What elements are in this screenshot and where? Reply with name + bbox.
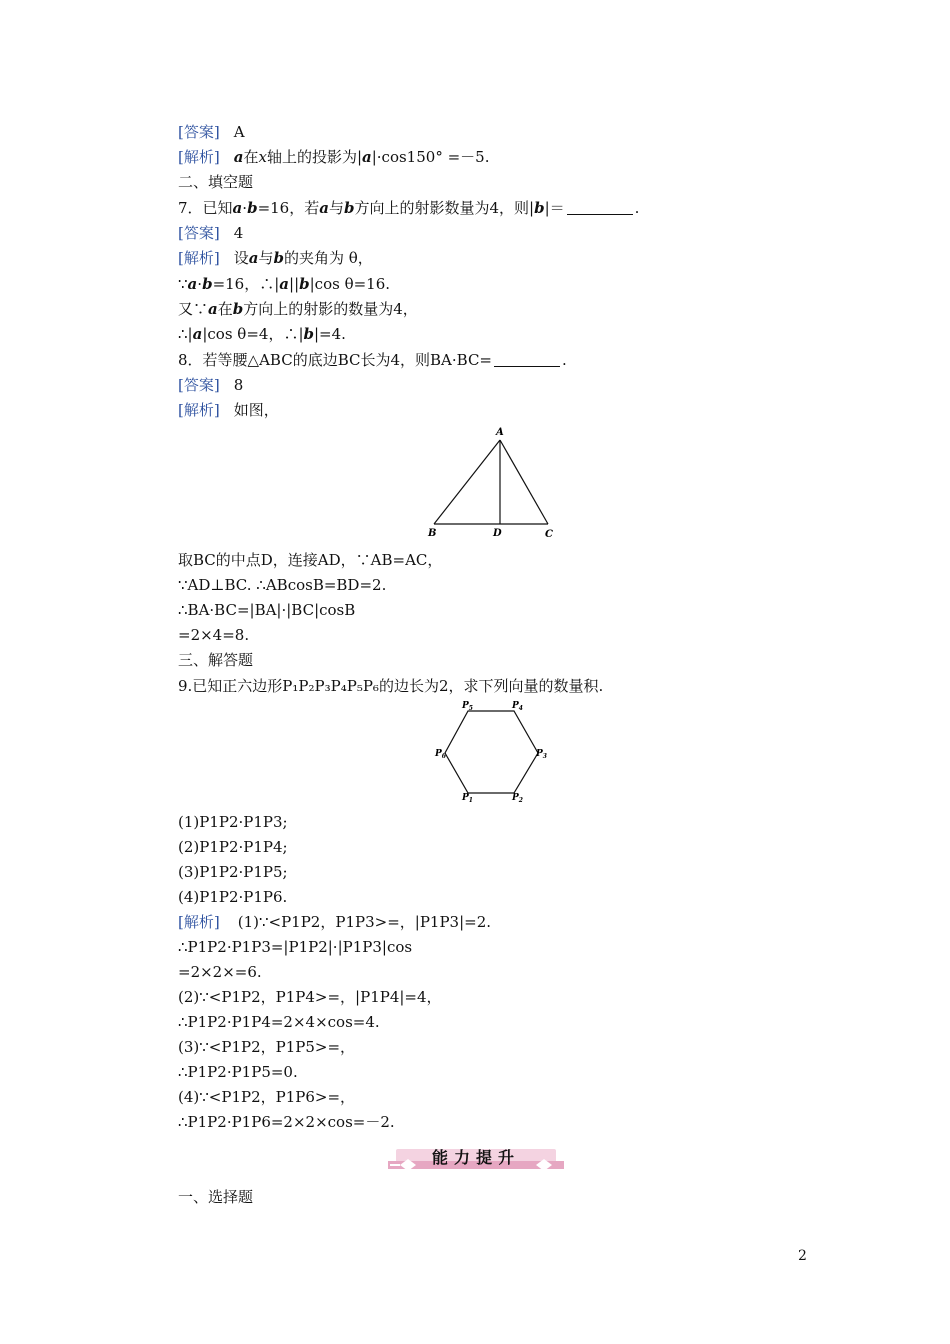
question-7 [178, 196, 778, 220]
vector-b: b [232, 300, 244, 318]
side-ac [500, 440, 548, 524]
label-letter: P [435, 749, 442, 759]
text: |cos θ=4，∴| [202, 325, 304, 343]
vector-b: b [202, 275, 213, 293]
line-step: ∴P1P2·P1P3=|P1P2|·|P1P3|cos [178, 938, 413, 956]
label-subscript: 4 [518, 705, 523, 712]
text: (1)∵<P1P2，P1P3>=，|P1P3|=2. [237, 913, 492, 931]
answer-text: 4 [233, 224, 244, 242]
vector-a: a [233, 148, 244, 166]
var-x: x [258, 148, 267, 166]
line-analysis-7 [178, 246, 778, 270]
vector-b: b [343, 199, 355, 217]
line-step: (4)∵<P1P2，P1P6>=， [178, 1088, 356, 1106]
text: 与 [328, 199, 344, 217]
analysis-tag: [解析] [178, 249, 220, 267]
subquestion-2: (2)P1P2·P1P4; [178, 838, 288, 856]
line-step: (2)∵<P1P2，P1P4>=，|P1P4|=4， [178, 988, 442, 1006]
section-heading-fill: 二、填空题 [178, 173, 254, 191]
answer-tag: [答案] [178, 224, 220, 242]
answer-text: A [233, 123, 245, 141]
text: · [242, 199, 248, 217]
question-9: 9.已知正六边形P₁P₂P₃P₄P₅P₆的边长为2，求下列向量的数量积. [178, 677, 604, 695]
text: 方向上的射影数量为4，则| [354, 199, 535, 217]
vector-b: b [534, 199, 545, 217]
label-subscript: 2 [518, 797, 523, 804]
text: 方向上的射影的数量为4， [243, 300, 418, 318]
line-step: =2×4=8. [178, 626, 250, 644]
subquestion-4: (4)P1P2·P1P6. [178, 888, 288, 906]
label-subscript: 5 [468, 705, 473, 712]
label-p2 [511, 793, 523, 804]
line-step: ∴P1P2·P1P5=0. [178, 1063, 298, 1081]
analysis-tag: [解析] [178, 913, 220, 931]
vector-b: b [247, 199, 258, 217]
vector-b: b [273, 249, 284, 267]
label-p6 [434, 749, 447, 760]
label-letter: P [462, 701, 469, 711]
text: =16，若 [257, 199, 320, 217]
text: |＝ [544, 199, 565, 217]
text: 8．若等腰△ABC的底边BC长为4，则BA·BC= [178, 351, 492, 369]
answer-tag: [答案] [178, 376, 220, 394]
vector-a: a [362, 148, 372, 166]
label-subscript: 1 [468, 797, 473, 804]
label-letter: P [512, 701, 519, 711]
text: . [561, 351, 567, 369]
label-c: C [545, 529, 553, 540]
hexagon-figure [432, 698, 550, 806]
label-subscript: 3 [542, 753, 547, 760]
analysis-tag: [解析] [178, 148, 220, 166]
label-p1 [461, 793, 473, 804]
label-b: B [428, 528, 437, 539]
section-banner [388, 1145, 564, 1173]
answer-blank [494, 352, 560, 367]
section-heading-choice: 一、选择题 [178, 1188, 254, 1206]
label-letter: P [512, 793, 519, 803]
text: . [634, 199, 640, 217]
text: |cos θ=16. [309, 275, 391, 293]
hexagon-shape [445, 711, 538, 793]
line-analysis-9 [178, 910, 778, 934]
text: ∴| [178, 325, 193, 343]
line-step: ∴BA·BC=|BA|·|BC|cosB [178, 601, 356, 619]
text: 在 [243, 148, 259, 166]
line-step: ∴P1P2·P1P6=2×2×cos=－2. [178, 1113, 395, 1131]
triangle-figure [424, 424, 560, 542]
text: |·cos150° =－5. [371, 148, 490, 166]
vector-a: a [192, 325, 203, 343]
vector-a: a [248, 249, 259, 267]
text: 又∵ [178, 300, 209, 318]
analysis-tag: [解析] [178, 401, 220, 419]
vector-a: a [232, 199, 243, 217]
label-letter: P [462, 793, 469, 803]
subquestion-1: (1)P1P2·P1P3; [178, 813, 288, 831]
text: · [197, 275, 203, 293]
label-a: A [496, 427, 504, 438]
label-letter: P [536, 749, 543, 759]
line-step: =2×2×=6. [178, 963, 262, 981]
line-step: 取BC的中点D，连接AD，∵AB=AC， [178, 551, 443, 569]
vector-b: b [299, 275, 310, 293]
text: 设 [233, 249, 249, 267]
line-step: (3)∵<P1P2，P1P5>=， [178, 1038, 356, 1056]
page-number: 2 [798, 1248, 807, 1264]
vector-b: b [303, 325, 314, 343]
line-step [178, 297, 778, 321]
line-answer-6 [178, 120, 778, 144]
line-step: ∴P1P2·P1P4=2×4×cos=4. [178, 1013, 380, 1031]
answer-blank [567, 200, 633, 215]
text: |=4. [314, 325, 346, 343]
text: 如图， [233, 401, 279, 419]
text: || [289, 275, 300, 293]
line-analysis-8 [178, 398, 778, 422]
line-step [178, 272, 778, 296]
text: ∵ [178, 275, 188, 293]
answer-tag: [答案] [178, 123, 220, 141]
text: 的夹角为 θ， [283, 249, 373, 267]
line-step: ∵AD⊥BC. ∴ABcosB=BD=2. [178, 576, 387, 594]
text: 与 [258, 249, 274, 267]
label-p5 [461, 701, 473, 712]
line-analysis-6 [178, 145, 778, 169]
label-p3 [535, 749, 547, 760]
vector-a: a [319, 199, 329, 217]
question-8 [178, 348, 778, 372]
label-p4 [511, 701, 523, 712]
side-ab [434, 440, 500, 524]
label-d: D [493, 528, 502, 539]
line-answer-7 [178, 221, 778, 245]
vector-a: a [208, 300, 218, 318]
vector-a: a [279, 275, 290, 293]
line-answer-8 [178, 373, 778, 397]
text: 轴上的投影为| [266, 148, 362, 166]
text: =16，∴| [212, 275, 280, 293]
banner-title: 能力提升 [431, 1148, 520, 1167]
subquestion-3: (3)P1P2·P1P5; [178, 863, 288, 881]
label-subscript: 6 [441, 753, 446, 760]
vector-a: a [187, 275, 198, 293]
text: 在 [217, 300, 233, 318]
line-step [178, 322, 778, 346]
answer-text: 8 [233, 376, 244, 394]
section-heading-solve: 三、解答题 [178, 651, 254, 669]
text: 7．已知 [178, 199, 233, 217]
